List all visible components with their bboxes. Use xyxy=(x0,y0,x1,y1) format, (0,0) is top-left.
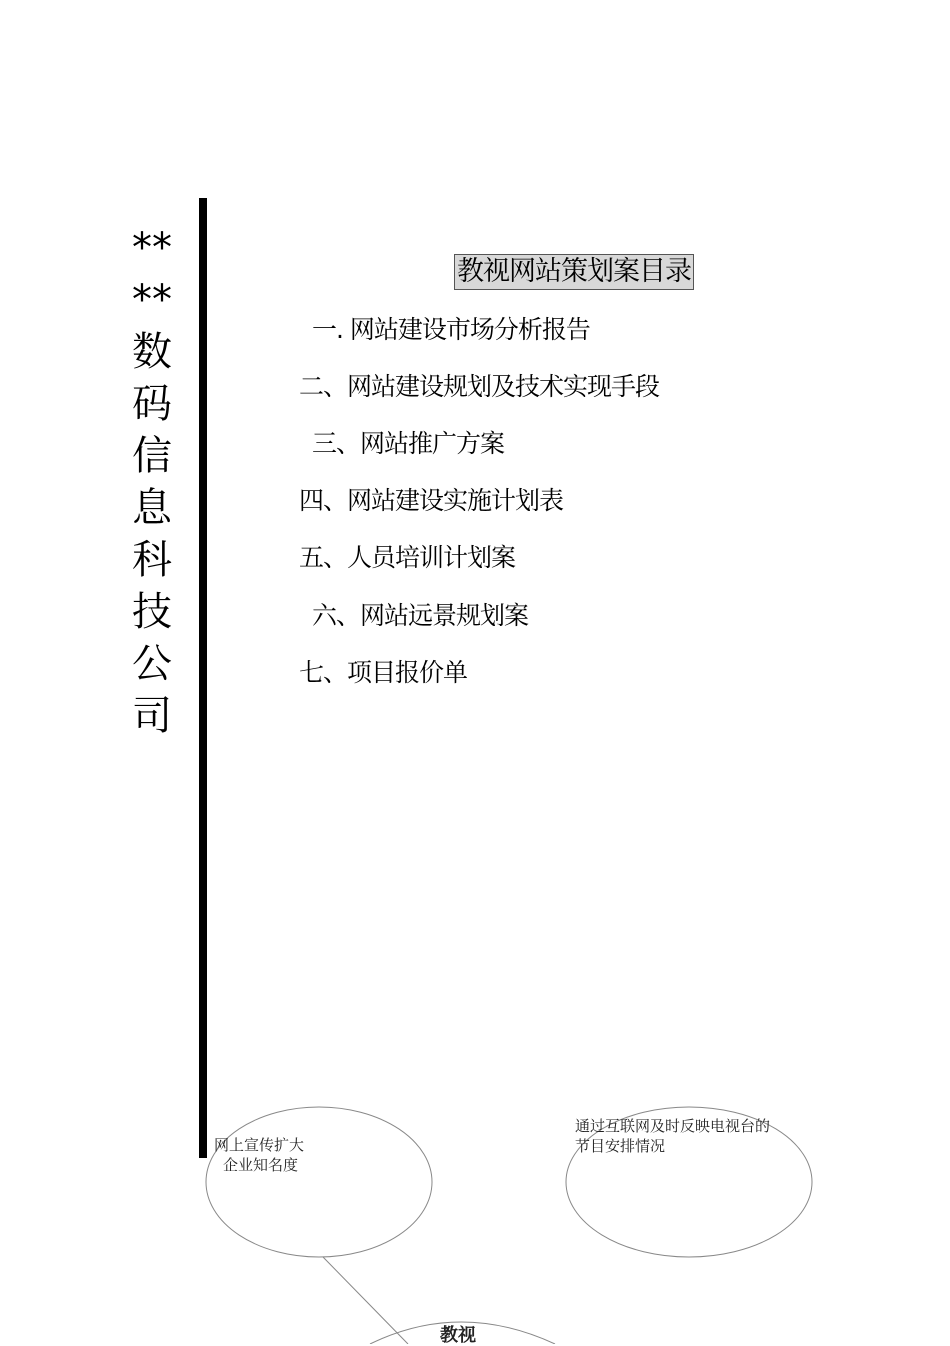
left-bubble-ellipse xyxy=(206,1107,432,1257)
right-bubble-line-2: 节目安排情况 xyxy=(575,1137,666,1155)
company-name-vertical: ****数码信息科技公司 xyxy=(132,225,172,739)
toc-item-7: 七、项目报价单 xyxy=(299,658,468,687)
toc-item-1: 一. 网站建设市场分析报告 xyxy=(312,315,590,344)
toc-item-5: 五、人员培训计划案 xyxy=(299,543,516,572)
toc-item-2: 二、网站建设规划及技术实现手段 xyxy=(299,372,660,401)
connector-line xyxy=(323,1257,408,1344)
center-bubble-label: 教视 xyxy=(440,1325,476,1346)
toc-item-4: 四、网站建设实施计划表 xyxy=(299,486,564,515)
left-bubble-line-1: 网上宣传扩大 xyxy=(214,1136,305,1154)
left-bubble-line-2: 企业知名度 xyxy=(223,1156,299,1174)
toc-item-3: 三、网站推广方案 xyxy=(312,429,505,458)
toc-item-6: 六、网站远景规划案 xyxy=(312,601,529,630)
toc-title: 教视网站策划案目录 xyxy=(454,254,694,290)
right-bubble-line-1: 通过互联网及时反映电视台的 xyxy=(575,1117,771,1135)
